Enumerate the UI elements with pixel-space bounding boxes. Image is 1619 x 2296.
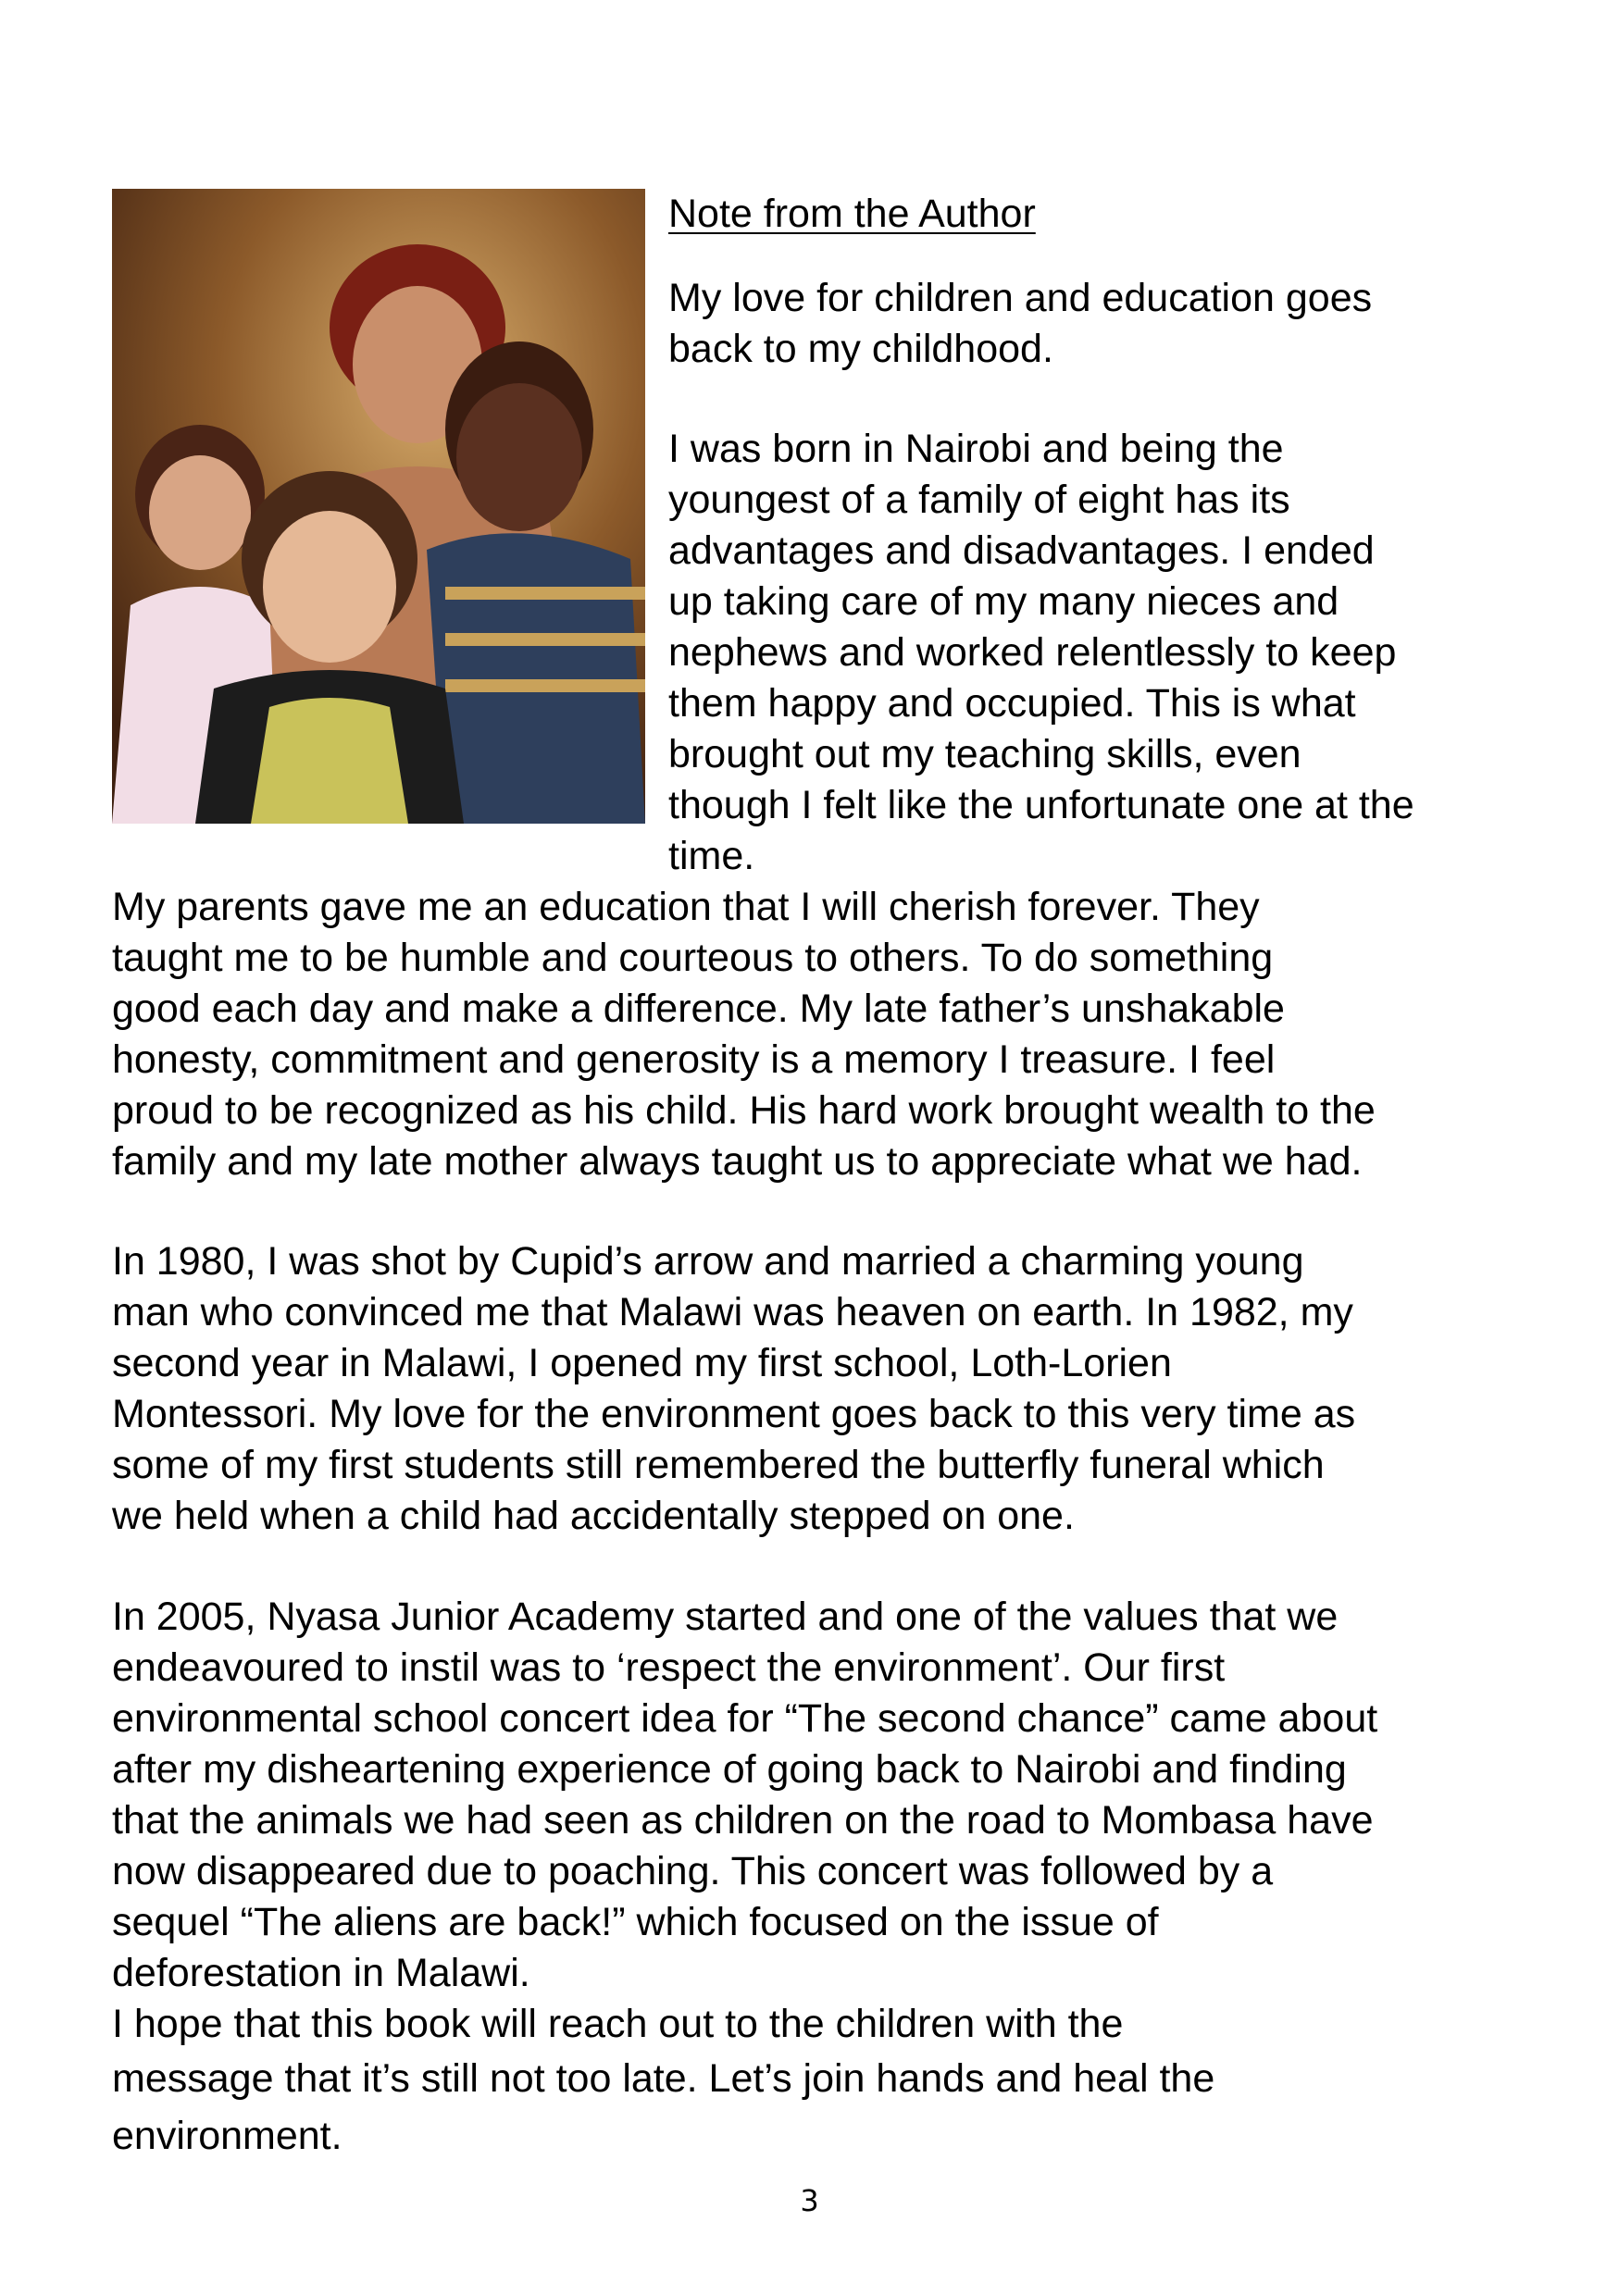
text-line: I was born in Nairobi and being the	[668, 427, 1284, 471]
text-line: we held when a child had accidentally stepped on one.	[112, 1494, 1075, 1538]
text-line: man who convinced me that Malawi was heaven on earth. In 1982, my	[112, 1290, 1353, 1334]
note-heading: Note from the Author	[668, 192, 1036, 236]
text-line: deforestation in Malawi.	[112, 1951, 530, 1995]
text-line: honesty, commitment and generosity is a memory I treasure. I feel	[112, 1037, 1276, 1082]
author-photo	[112, 189, 645, 824]
text-line: endeavoured to instil was to ‘respect the environment’. Our first	[112, 1645, 1226, 1690]
text-line: that the animals we had seen as children on the road to Mombasa have	[112, 1798, 1374, 1843]
text-line: time.	[668, 834, 755, 878]
text-line: nephews and worked relentlessly to keep	[668, 630, 1397, 675]
born-paragraph	[668, 424, 1414, 882]
text-line: advantages and disadvantages. I ended	[668, 528, 1375, 573]
text-line: environmental school concert idea for “The second chance” came about	[112, 1696, 1378, 1741]
text-line: message that it’s still not too late. Let’s join hands and heal the	[112, 2056, 1215, 2101]
text-line: I hope that this book will reach out to the children with the	[112, 2002, 1124, 2046]
page-number: 3	[800, 2183, 819, 2218]
hope-paragraph	[112, 1999, 1214, 2165]
text-line: though I felt like the unfortunate one at the	[668, 783, 1414, 827]
text-line: family and my late mother always taught us to appreciate what we had.	[112, 1139, 1363, 1184]
text-line: My parents gave me an education that I will cherish forever. They	[112, 885, 1260, 929]
text-line: up taking care of my many nieces and	[668, 579, 1339, 624]
text-line: My love for children and education goes	[668, 276, 1373, 320]
text-line: sequel “The aliens are back!” which focused on the issue of	[112, 1900, 1159, 1944]
text-line: second year in Malawi, I opened my first school, Loth-Lorien	[112, 1341, 1172, 1385]
text-line: In 2005, Nyasa Junior Academy started and one of the values that we	[112, 1595, 1339, 1639]
parents-paragraph	[112, 882, 1376, 1187]
text-line: back to my childhood.	[668, 327, 1053, 371]
academy-paragraph	[112, 1592, 1377, 1999]
text-line: now disappeared due to poaching. This concert was followed by a	[112, 1849, 1274, 1893]
text-line: proud to be recognized as his child. His hard work brought wealth to the	[112, 1088, 1376, 1133]
text-line: after my disheartening experience of going back to Nairobi and finding	[112, 1747, 1347, 1792]
text-line: environment.	[112, 2114, 342, 2158]
family-portrait-icon	[112, 189, 645, 824]
text-line: youngest of a family of eight has its	[668, 478, 1290, 522]
text-line: In 1980, I was shot by Cupid’s arrow and married a charming young	[112, 1239, 1304, 1284]
text-line: taught me to be humble and courteous to others. To do something	[112, 936, 1274, 980]
text-line: some of my first students still remembered the butterfly funeral which	[112, 1443, 1325, 1487]
cupid-paragraph	[112, 1236, 1355, 1542]
text-line: Montessori. My love for the environment goes back to this very time as	[112, 1392, 1356, 1436]
text-line: brought out my teaching skills, even	[668, 732, 1301, 776]
text-line: them happy and occupied. This is what	[668, 681, 1356, 726]
text-line: good each day and make a difference. My late father’s unshakable	[112, 987, 1285, 1031]
intro-paragraph	[668, 273, 1372, 375]
